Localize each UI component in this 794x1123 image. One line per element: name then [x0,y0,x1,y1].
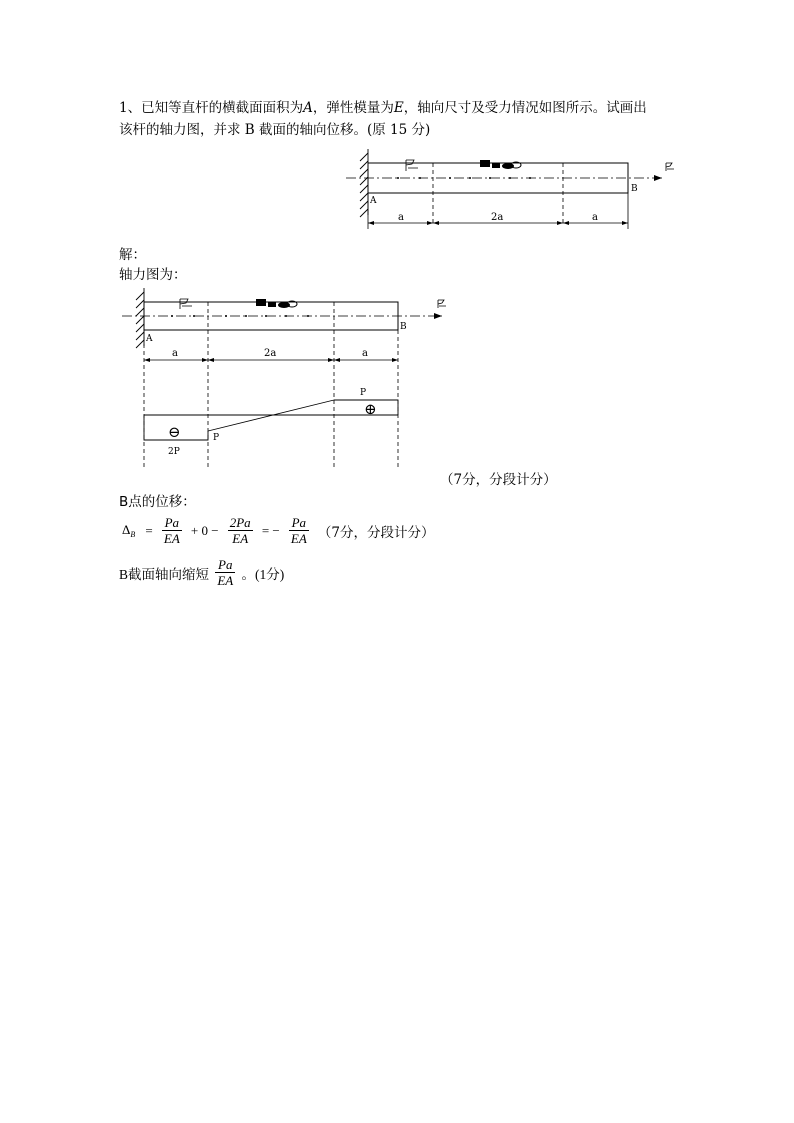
axial-force-figure [116,284,456,484]
fixed-support-2 [136,288,144,348]
fraction-3-num: Pa [289,515,309,531]
fixed-support [360,149,368,217]
displacement-heading: B点的位移： [119,494,196,510]
plus-zero-minus: + 0 − [190,522,219,538]
conclusion-fraction [215,557,235,588]
problem-figure [340,145,680,235]
label-B: B [631,184,638,194]
fraction-1-den: EA [163,531,180,546]
label-2P: 2P [168,447,180,457]
minus-sign: ⊖ [168,423,181,441]
score-note-1: （7分，分段计分） [440,472,557,488]
label-A: A [370,196,377,206]
dim-2a: 2a [491,212,504,223]
delta-symbol [122,522,135,539]
sloped-segment [208,400,334,431]
problem-text-b: ，弹性模量为 [312,100,394,116]
label-A-2: A [146,334,153,344]
load-P-glyph [666,163,674,171]
fraction-2 [228,515,253,546]
load-glyph-2 [480,160,521,169]
delta: Δ [122,522,131,537]
conclusion-den: EA [217,573,234,588]
dim-a-1: a [398,212,404,223]
fraction-1-num: Pa [162,515,182,531]
label-P-top: P [360,388,367,398]
solution-heading: 解： [119,247,146,263]
symbol-A: A [303,100,313,116]
fraction-2-num: 2Pa [229,515,251,530]
fraction-2-den: EA [232,531,249,546]
fraction-1 [162,515,182,546]
fraction-3-den: EA [290,531,307,546]
delta-subscript: B [130,530,136,539]
equals-1: = [145,522,153,538]
dim-a-2b: a [362,348,368,359]
symbol-E: E [393,100,404,116]
problem-line-1 [119,98,647,118]
conclusion-num: Pa [215,557,235,573]
conclusion-tail: 。(1分) [241,566,285,582]
dim-a-2: a [592,212,598,223]
displacement-equation [119,515,438,553]
load-arrow-head [654,175,662,181]
plus-sign: ⊕ [364,400,377,418]
score-note-2: （7分，分段计分） [317,524,435,541]
conclusion-line [119,557,284,588]
axial-heading: 轴力图为： [119,267,187,283]
conclusion-text: B截面轴向缩短 [119,566,210,582]
dim-2a-b: 2a [264,348,277,359]
equals-minus: = − [261,522,280,538]
fraction-3 [289,515,309,546]
dim-a-1b: a [172,348,178,359]
problem-text-c: ，轴向尺寸及受力情况如图所示。试画出 [403,100,647,116]
load-glyph-1 [406,160,418,171]
label-P-mid: P [213,433,220,443]
problem-line-2: 该杆的轴力图，并求 B 截面的轴向位移。(原 15 分) [119,122,431,138]
problem-text-a: 1、已知等直杆的横截面面积为 [119,100,304,116]
label-B-2: B [400,322,407,332]
